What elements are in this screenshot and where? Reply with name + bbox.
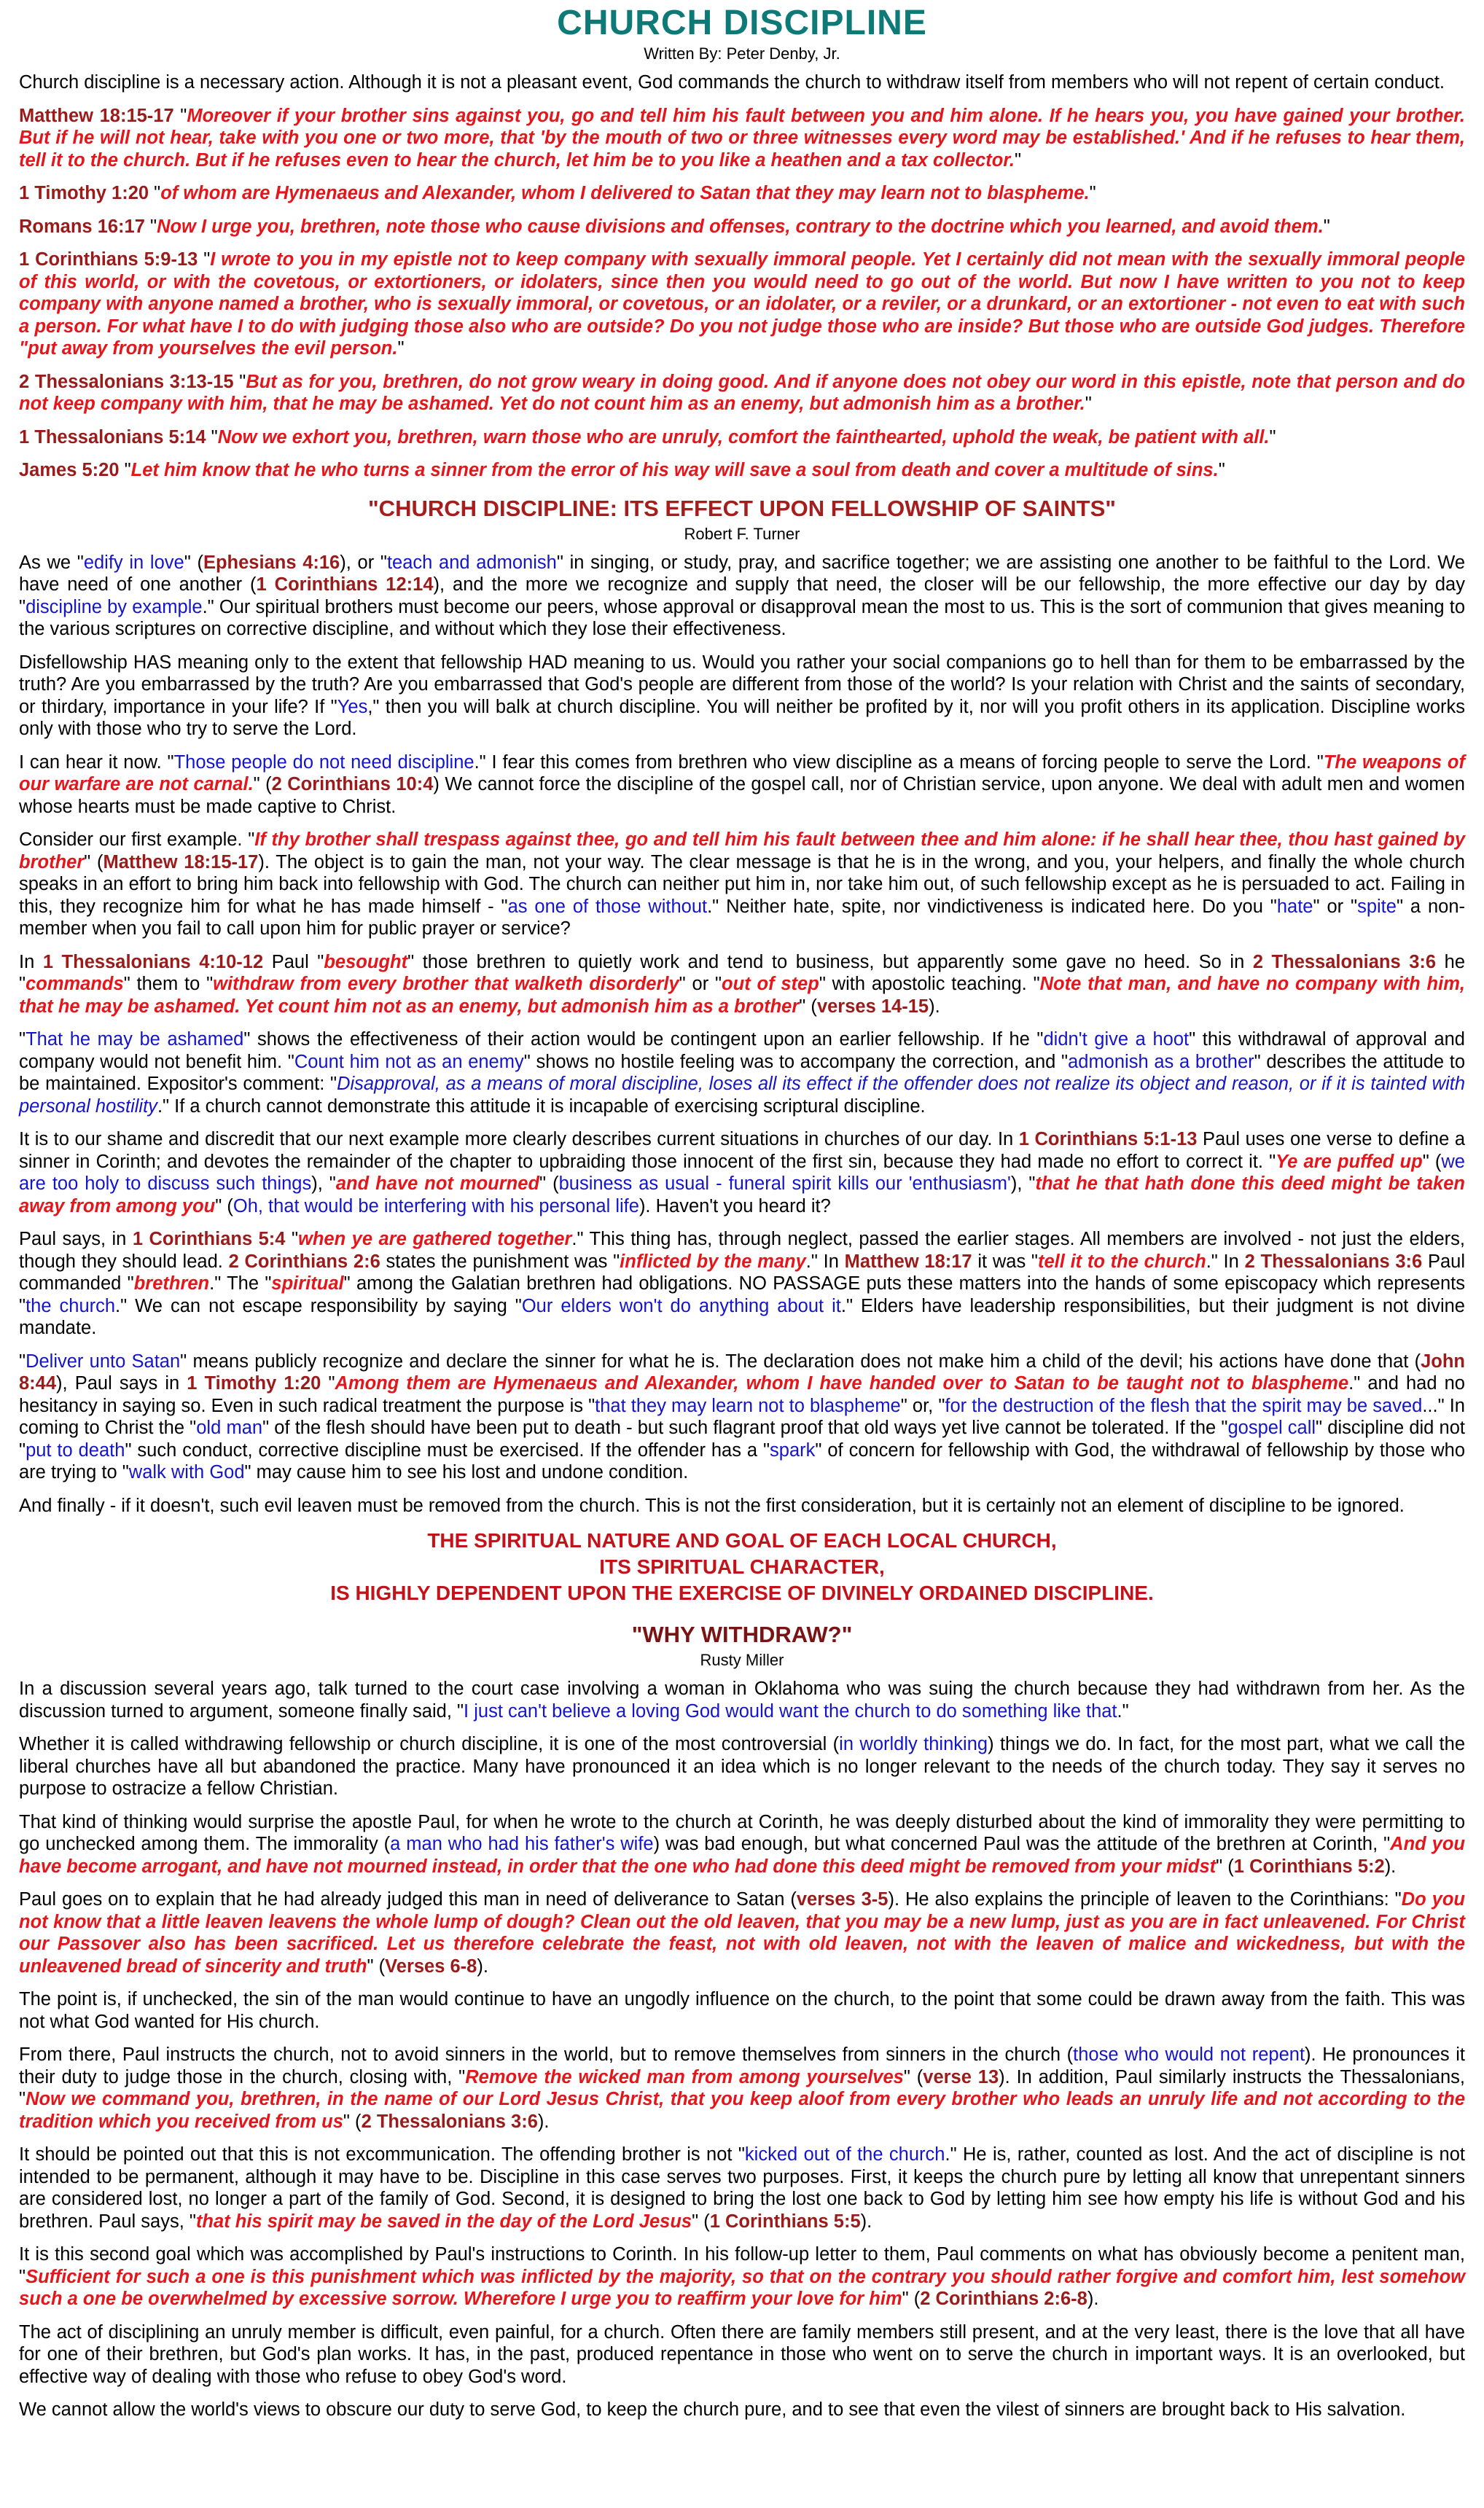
scripture-quote: Note that man, and have no company with him, that he may be ashamed. Yet count him not as an enemy, but admonish him as a brother (19, 974, 1465, 1017)
text-run: " a non-member when you fail to call upon him for public prayer or service? (19, 896, 1465, 939)
blue-phrase: a man who had his father's wife (390, 1834, 654, 1854)
text-run: " shows no hostile feeling was to accompany the correction, and " (523, 1051, 1069, 1072)
verse-text: Now I urge you, brethren, note those who cause divisions and offenses, contrary to the doctrine which you learned, and avoid them. (157, 216, 1324, 237)
text-run: ), or " (340, 552, 387, 573)
text-run: " of concern for fellowship with God, the withdrawal of fellowship by those who are trying to " (19, 1439, 1466, 1482)
section-author: Rusty Miller (700, 1651, 784, 1669)
text-run: ) We cannot force the discipline of the gospel call, nor of Christian service, upon anyone. We deal with adult men and women whose hearts must be made captive to Christ. (19, 774, 1465, 817)
blue-phrase: those who would not repent (1073, 2044, 1305, 2065)
article-paragraph (19, 1028, 1465, 1117)
blue-phrase: put to death (26, 1439, 125, 1461)
text-run: " or, " (900, 1395, 945, 1416)
scripture-quote: Among them are Hymenaeus and Alexander, whom I have handed over to Satan to be taught not to blaspheme (335, 1373, 1349, 1394)
text-run: In a discussion several years ago, talk turned to the court case involving a woman in Oklahoma who was suing the church because they had withdrawn from her. As the discussion turned to argument, someone finally said, " (19, 1679, 1465, 1722)
text-run: ." Neither hate, spite, nor vindictiveness is indicated here. Do you " (707, 896, 1277, 917)
blue-phrase: business as usual - funeral spirit kills our 'enthusiasm' (558, 1173, 1011, 1194)
text-run: it was " (972, 1251, 1038, 1272)
text-run: In (19, 951, 43, 972)
blue-phrase: walk with God (128, 1462, 245, 1482)
blue-phrase: I just can't believe a loving God would want the church to do something like that (464, 1700, 1117, 1722)
text-run: " may cause him to see his lost and undone condition. (244, 1462, 689, 1482)
text-run: ), and the more we recognize and supply that need, the closer will be our fellowship, the more effective our day by day " (19, 574, 1465, 617)
verse-text: of whom are Hymenaeus and Alexander, whom I delivered to Satan that they may learn not to blaspheme. (160, 183, 1090, 203)
blue-phrase: spite (1357, 896, 1397, 917)
verse-text: Let him know that he who turns a sinner from the error of his way will save a soul from death and cover a multitude of sins. (130, 460, 1219, 480)
blue-italic-phrase: Disapproval, as a means of moral discipline, loses all its effect if the offender does not realize its object and reason, or if it is tainted with personal hostility (19, 1074, 1465, 1117)
scripture-quote: tell it to the church (1037, 1251, 1206, 1272)
scripture-ref: 2 Thessalonians 3:6 (1252, 951, 1437, 972)
text-run: " them to " (123, 974, 214, 994)
text-run: " ( (1422, 1151, 1442, 1172)
text-run: ." In (1206, 1251, 1245, 1272)
scripture-ref: 1 Corinthians 5:5 (709, 2211, 861, 2232)
scripture-quote: brethren (133, 1273, 210, 1294)
text-run: ). In addition, Paul similarly instructs the Thessalonians, " (19, 2066, 1465, 2109)
text-run: " with apostolic teaching. " (819, 974, 1040, 994)
blue-phrase: as one of those without (507, 896, 708, 917)
article-paragraph: The point is, if unchecked, the sin of the man would continue to have an ungodly influence on the church, to the point that some could be drawn away from the faith. This was not what God wanted for His church. (19, 1989, 1465, 2032)
blue-phrase: we are too holy to discuss such things (19, 1151, 1465, 1194)
blue-phrase: the church (26, 1295, 116, 1316)
blue-phrase: Those people do not need discipline (173, 751, 475, 773)
verse-ref: 2 Thessalonians 3:13-15 (19, 371, 234, 392)
text-run: I can hear it now. " (19, 751, 174, 773)
scripture-ref: 1 Thessalonians 4:10-12 (42, 951, 264, 972)
scripture-ref: 2 Corinthians 2:6-8 (920, 2289, 1087, 2309)
text-run: " ( (184, 552, 203, 573)
text-run: " ( (215, 1195, 233, 1216)
scripture-quote: that he that hath done this deed might be taken away from among you (19, 1173, 1465, 1216)
text-run: ) was bad enough, but what concerned Paul was the attitude of the brethren at Corinth, " (653, 1834, 1391, 1854)
verse-paragraph: 1 Timothy 1:20 "of whom are Hymenaeus and Alexander, whom I delivered to Satan that they may learn not to blaspheme." (19, 183, 1096, 203)
article-paragraph (19, 652, 1465, 741)
text-run: Paul " (263, 951, 324, 972)
scripture-quote: And you have become arrogant, and have not mourned instead, in order that the one who had done this deed might be removed from your midst (19, 1834, 1466, 1877)
text-run: " such conduct, corrective discipline must be exercised. If the offender has a " (125, 1439, 770, 1461)
scripture-quote: when ye are gathered together (298, 1229, 572, 1249)
text-run: ." If a church cannot demonstrate this attitude it is incapable of exercising scriptural discipline. (157, 1095, 926, 1117)
text-run: " (19, 1351, 26, 1372)
text-run: That kind of thinking would surprise the apostle Paul, for when he wrote to the church at Corinth, he was deeply disturbed about the kind of immorality they were permitting to go unchecked among them. The immorality ( (19, 1811, 1465, 1854)
scripture-quote: Ye are puffed up (1276, 1151, 1423, 1172)
text-run: ), " (1010, 1173, 1036, 1194)
text-run: ). (860, 2211, 872, 2232)
blue-phrase: That he may be ashamed (26, 1029, 244, 1050)
scripture-quote: besought (324, 951, 408, 972)
text-run: " ( (367, 1956, 386, 1977)
scripture-ref: 2 Corinthians 10:4 (271, 774, 434, 794)
article-paragraph: The act of disciplining an unruly member is difficult, even painful, for a church. Often there are family members still present, and at the very least, there is the love that all have for one of their brethren, but God's plan works. It has, in the past, produced repentance in those who went on to serve the church in important ways. It is an overlooked, but effective way of dealing with those who refuse to obey God's word. (19, 2321, 1465, 2387)
text-run: ." Elders have leadership responsibilities, but their judgment is not divine mandate. (19, 1295, 1465, 1338)
scripture-quote: that his spirit may be saved in the day of the Lord Jesus (195, 2211, 692, 2232)
verse-paragraph: 1 Corinthians 5:9-13 "I wrote to you in my epistle not to keep company with sexually immoral people. Yet I certainly did not mean with the sexually immoral people of this world, or with the covetous, or extortioners, or idolaters, since then you would need to go out of the world. But now I have written to you not to keep company with anyone named a brother, who is sexually immoral, or covetous, or an idolater, or a reviler, or a drunkard, or an extortioner - not even to eat with such a person. For what have I to do with judging those also who are outside? Do you not judge those who are inside? But those who are outside God judges. Therefore "put away from yourselves the evil person." (19, 249, 1465, 359)
blue-phrase: gospel call (1227, 1418, 1316, 1438)
text-run: " among the Galatian brethren had obligations. NO PASSAGE puts these matters into the hands of some episcopacy which represents " (19, 1273, 1466, 1316)
text-run: Paul goes on to explain that he had already judged this man in need of deliverance to Satan ( (19, 1889, 797, 1910)
blue-phrase: that they may learn not to blaspheme (595, 1395, 901, 1416)
verse-text: Now we exhort you, brethren, warn those who are unruly, comfort the fainthearted, uphold the weak, be patient with all. (217, 426, 1270, 448)
verse-text: I wrote to you in my epistle not to keep company with sexually immoral people. Yet I certainly did not mean with the sexually immoral people of this world, or with the covetous, or extortioners, or idolaters, since then you would need to go out of the world. But now I have written to you not to keep company with anyone named a brother, who is sexually immoral, or covetous, or an idolater, or a reviler, or a drunkard, or an extortioner - not even to eat with such a person. For what have I to do with judging those also who are outside? Do you not judge those who are inside? But those who are outside God judges. Therefore "put away from yourselves the evil person. (19, 249, 1465, 359)
callout-line: IS HIGHLY DEPENDENT UPON THE EXERCISE OF DIVINELY ORDAINED DISCIPLINE. (330, 1582, 1154, 1604)
text-run: ). Haven't you heard it? (638, 1195, 831, 1216)
article-paragraph (19, 1351, 1465, 1484)
text-run: It is to our shame and discredit that our next example more clearly describes current situations in churches of our day. In (19, 1129, 1019, 1149)
verse-paragraph: Matthew 18:15-17 "Moreover if your brother sins against you, go and tell him his fault between you and him alone. If he hears you, you have gained your brother. But if he will not hear, take with you one or two more, that 'by the mouth of two or three witnesses every word may be established.' And if he refuses to hear them, tell it to the church. But if he refuses even to hear the church, let him be to you like a heathen and a tax collector." (19, 105, 1465, 171)
text-run: ), " (311, 1173, 336, 1194)
text-run: It should be pointed out that this is not excommunication. The offending brother is not " (19, 2144, 745, 2165)
verse-ref: 1 Timothy 1:20 (19, 183, 149, 203)
text-run: " (321, 1373, 335, 1394)
scripture-ref: 2 Corinthians 2:6 (228, 1251, 380, 1272)
blue-phrase: hate (1276, 896, 1313, 917)
blue-phrase: Count him not as an enemy (294, 1051, 524, 1072)
article-paragraph (19, 2044, 1465, 2133)
callout-statement (19, 1528, 1465, 1606)
text-run: he " (19, 951, 1466, 994)
text-run: " or " (679, 974, 722, 994)
text-run: ). The object is to gain the man, not your way. The clear message is that he is in the wrong, and you, your helpers, and finally the whole church speaks in an effort to bring him back into fellowship with God. The church can neither put him in, nor take him out, of such fellowship except as he is persuaded to act. Failing in this, they recognize him for what he has made himself - " (19, 851, 1465, 917)
article-paragraph (19, 829, 1465, 940)
byline: Written By: Peter Denby, Jr. (644, 44, 840, 63)
verse-text: Moreover if your brother sins against you, go and tell him his fault between you and him alone. If he hears you, you have gained your brother. But if he will not hear, take with you one or two more, that 'by the mouth of two or three witnesses every word may be established.' And if he refuses to hear them, tell it to the church. But if he refuses even to hear the church, let him be to you like a heathen and a tax collector. (19, 105, 1465, 171)
scripture-quote: Now we command you, brethren, in the name of our Lord Jesus Christ, that you keep aloof from every brother who leads an unruly life and not according to the tradition which you received from us (19, 2089, 1465, 2132)
blue-phrase: old man (196, 1418, 263, 1438)
blue-phrase: didn't give a hoot (1043, 1029, 1190, 1050)
text-run: ) things we do. In fact, for the most part, what we call the liberal churches have all but abandoned the practice. Many have pronounced it an idea which is no longer relevant to the needs of the church today. They say it serves no purpose to ostracize a fellow Christian. (19, 1734, 1465, 1799)
section-title: "CHURCH DISCIPLINE: ITS EFFECT UPON FELLOWSHIP OF SAINTS" (367, 495, 1116, 521)
scripture-ref: Ephesians 4:16 (203, 552, 340, 573)
text-run: ). (537, 2111, 550, 2132)
blue-phrase: for the destruction of the flesh that the spirit may be saved (945, 1395, 1423, 1416)
text-run: Paul says, in (19, 1229, 133, 1249)
blue-phrase: edify in love (83, 552, 184, 573)
verse-ref: Matthew 18:15-17 (19, 105, 174, 126)
text-run: It is this second goal which was accomplished by Paul's instructions to Corinth. In his follow-up letter to them, Paul comments on what has obviously become a penitent man, " (19, 2244, 1465, 2287)
article-paragraph (19, 1228, 1465, 1340)
text-run: " of the flesh should have been put to death - but such flagrant proof that old ways yet live cannot be tolerated. If the " (262, 1418, 1228, 1438)
page-title: CHURCH DISCIPLINE (557, 4, 927, 42)
text-run: " discipline did not " (19, 1418, 1465, 1461)
text-run: " means publicly recognize and declare the sinner for what he is. The declaration does not make him a child of the devil; his actions have done that ( (180, 1351, 1421, 1372)
scripture-quote: withdraw from every brother that walketh disorderly (213, 974, 679, 994)
verse-text: But as for you, brethren, do not grow weary in doing good. And if anyone does not obey our word in this epistle, note that person and do not keep company with him, that he may be ashamed. Yet do not count him as an enemy, but admonish him as a brother. (19, 371, 1466, 414)
blue-phrase: teach and admonish (386, 552, 557, 573)
scripture-quote: Do you not know that a little leaven leavens the whole lump of dough? Clean out the old leaven, that you may be a new lump, just as you are in fact unleavened. For Christ our Passover also has been sacrificed. Let us therefore celebrate the feast, not with old leaven, not with the leaven of malice and wickedness, but with the unleavened bread of sincerity and truth (19, 1889, 1465, 1977)
verse-ref: Romans 16:17 (19, 216, 145, 237)
intro-paragraph: Church discipline is a necessary action. Although it is not a pleasant event, God commands the church to withdraw itself from members who will not repent of certain conduct. (19, 72, 1445, 93)
text-run: " ( (903, 2066, 923, 2087)
callout-line: ITS SPIRITUAL CHARACTER, (599, 1555, 885, 1578)
text-run: " those brethren to quietly work and tend to business, but apparently some gave no heed. So in (407, 951, 1253, 972)
scripture-ref: verses 14-15 (816, 996, 929, 1017)
scripture-quote: out of step (722, 974, 819, 994)
text-run: Consider our first example. " (19, 829, 255, 850)
scripture-ref: 2 Thessalonians 3:6 (361, 2111, 538, 2132)
verse-ref: 1 Thessalonians 5:14 (19, 426, 206, 448)
text-run: " or " (1313, 896, 1358, 917)
scripture-ref: 1 Corinthians 5:1-13 (1018, 1129, 1198, 1149)
text-run: Paul uses one verse to define a sinner in Corinth; and devotes the remainder of the chapter to upbraiding those innocent of the first sin, because they had made no effort to correct it. " (19, 1129, 1465, 1172)
text-run: ). He pronounces it their duty to judge those in the church, closing with, " (19, 2044, 1466, 2087)
text-run: ). He also explains the principle of leaven to the Corinthians: " (888, 1889, 1402, 1910)
article-paragraph (19, 2243, 1465, 2310)
scripture-quote: If thy brother shall trespass against thee, go and tell him his fault between thee and him alone: if he shall hear thee, thou hast gained by brother (19, 829, 1465, 872)
blue-phrase: discipline by example (26, 596, 203, 617)
text-run: " ( (902, 2289, 921, 2309)
text-run: ). (1087, 2289, 1099, 2309)
blue-phrase: Our elders won't do anything about it (521, 1295, 841, 1316)
scripture-quote: spiritual (271, 1273, 344, 1294)
text-run: " ( (253, 774, 272, 794)
text-run: ," then you will balk at church discipline. You will neither be profited by it, nor will you profit others in its application. Discipline works only with those who try to serve the Lord. (19, 696, 1465, 739)
verse-paragraph: 2 Thessalonians 3:13-15 "But as for you, brethren, do not grow weary in doing good. And if anyone does not obey our word in this epistle, note that person and do not keep company with him, that he may be ashamed. Yet do not count him as an enemy, but admonish him as a brother." (19, 371, 1466, 414)
text-run: states the punishment was " (380, 1251, 620, 1272)
blue-phrase: kicked out of the church (744, 2144, 945, 2165)
article-paragraph (19, 1888, 1465, 1977)
text-run: ). (929, 996, 940, 1017)
blue-phrase: admonish as a brother (1068, 1051, 1254, 1072)
text-run: " shows the effectiveness of their action would be contingent upon an earlier fellowship. If he " (243, 1029, 1044, 1050)
scripture-quote: commands (26, 974, 124, 994)
text-run: ." We can not escape responsibility by saying " (115, 1295, 522, 1316)
blue-phrase: Deliver unto Satan (26, 1351, 181, 1372)
article-paragraph (19, 1678, 1465, 1722)
verse-ref: James 5:20 (19, 460, 120, 480)
article-paragraph (19, 2144, 1465, 2232)
text-run: ." In (805, 1251, 845, 1272)
scripture-ref: verse 13 (923, 2066, 999, 2087)
scripture-quote: inflicted by the many (620, 1251, 806, 1272)
text-run: ." (1117, 1700, 1129, 1722)
text-run: ..." In coming to Christ the " (19, 1395, 1465, 1438)
text-run: " describes the attitude to be maintained. Expositor's comment: " (19, 1051, 1465, 1094)
text-run: " ( (343, 2111, 362, 2132)
scripture-ref: Matthew 18:15-17 (103, 851, 259, 872)
scripture-ref: 2 Thessalonians 3:6 (1244, 1251, 1423, 1272)
text-run: ). (1384, 1856, 1397, 1877)
article-paragraph (19, 951, 1465, 1018)
scripture-ref: Verses 6-8 (385, 1956, 477, 1977)
text-run: From there, Paul instructs the church, not to avoid sinners in the world, but to remove themselves from sinners in the church ( (19, 2044, 1074, 2065)
text-run: " ( (539, 1173, 559, 1194)
scripture-quote: and have not mourned (335, 1173, 540, 1194)
scripture-quote: Sufficient for such a one is this punishment which was inflicted by the majority, so that on the contrary you should rather forgive and comfort him, lest somehow such a one be overwhelmed by excessive sorrow. Wherefore I urge you to reaffirm your love for him (19, 2266, 1465, 2309)
verse-paragraph: James 5:20 "Let him know that he who turns a sinner from the error of his way will save a soul from death and cover a multitude of sins." (19, 460, 1225, 480)
article-paragraph (19, 1128, 1465, 1217)
text-run: ." He is, rather, counted as lost. And the act of discipline is not intended to be permanent, although it may have to be. Discipline in this case serves two purposes. First, it keeps the church pure by letting all know that unrepentant sinners are considered lost, no longer a part of the family of God. Second, it is designed to bring the lost one back to God by letting him see how empty his life is without God and his brethren. Paul says, " (19, 2144, 1466, 2232)
text-run: ." This thing has, through neglect, passed the earlier stages. All members are involved - not just the elders, though they should lead. (19, 1229, 1465, 1272)
blue-phrase: in worldly thinking (839, 1734, 988, 1754)
blue-phrase: Yes (337, 696, 368, 717)
text-run: " ( (799, 996, 817, 1017)
text-run: Whether it is called withdrawing fellowship or church discipline, it is one of the most controversial ( (19, 1734, 840, 1754)
text-run: ." The " (209, 1273, 272, 1294)
verse-ref: 1 Corinthians 5:9-13 (19, 249, 198, 270)
text-run: ." and had no hesitancy in saying so. Even in such radical treatment the purpose is " (19, 1373, 1465, 1416)
scripture-ref: verses 3-5 (796, 1889, 889, 1910)
text-run: As we " (19, 552, 84, 573)
verse-paragraph: Romans 16:17 "Now I urge you, brethren, note those who cause divisions and offenses, contrary to the doctrine which you learned, and avoid them." (19, 216, 1330, 237)
article-paragraph (19, 751, 1465, 819)
section-title: "WHY WITHDRAW?" (631, 1622, 853, 1647)
text-run: " (19, 1029, 26, 1050)
text-run: " in singing, or study, pray, and sacrifice together; we are assisting one another to be faithful to the Lord. We have need of one another ( (19, 552, 1465, 595)
scripture-ref: 1 Timothy 1:20 (187, 1373, 321, 1394)
section-author: Robert F. Turner (684, 524, 800, 543)
article-paragraph: And finally - if it doesn't, such evil leaven must be removed from the church. This is not the first consideration, but it is certainly not an element of discipline to be ignored. (19, 1495, 1405, 1516)
scripture-ref: John 8:44 (19, 1351, 1465, 1394)
text-run: " ( (84, 851, 104, 872)
scripture-quote: Remove the wicked man from among yourselves (465, 2066, 904, 2087)
text-run: " (285, 1229, 298, 1249)
blue-phrase: Oh, that would be interfering with his personal life (233, 1195, 639, 1216)
text-run: ), Paul says in (56, 1373, 187, 1394)
article-paragraph (19, 1733, 1465, 1800)
text-run: ." Our spiritual brothers must become our peers, whose approval or disapproval mean the most to us. This is the sort of communion that gives meaning to the various scriptures on corrective discipline, and without which they lose their effectiveness. (19, 596, 1465, 639)
callout-line: THE SPIRITUAL NATURE AND GOAL OF EACH LOCAL CHURCH, (427, 1529, 1057, 1552)
text-run: Disfellowship HAS meaning only to the extent that fellowship HAD meaning to us. Would you rather your social companions go to hell than for them to be embarrassed by the truth? Are you embarrassed by the truth? Are you embarrassed that God's people are different from those of the world? Is your relation with Christ and the saints of secondary, or thirdary, importance in your life? If " (19, 652, 1465, 717)
text-run: Paul commanded " (19, 1251, 1466, 1294)
scripture-ref: 1 Corinthians 12:14 (256, 574, 434, 595)
article-paragraph: We cannot allow the world's views to obscure our duty to serve God, to keep the church pure, and to see that even the vilest of sinners are brought back to His salvation. (19, 2399, 1406, 2420)
scripture-ref: 1 Corinthians 5:4 (132, 1229, 286, 1249)
text-run: " ( (1216, 1856, 1234, 1877)
text-run: " ( (692, 2211, 710, 2232)
scripture-ref: Matthew 18:17 (844, 1251, 972, 1272)
article-paragraph (19, 1811, 1465, 1878)
text-run: " this withdrawal of approval and company would not benefit him. " (19, 1029, 1465, 1072)
text-run: ." I fear this comes from brethren who view discipline as a means of forcing people to serve the Lord. " (474, 751, 1324, 773)
scripture-ref: 1 Corinthians 5:2 (1233, 1856, 1385, 1877)
verse-paragraph: 1 Thessalonians 5:14 "Now we exhort you, brethren, warn those who are unruly, comfort the fainthearted, uphold the weak, be patient with all." (19, 426, 1276, 448)
blue-phrase: spark (770, 1439, 816, 1461)
article-paragraph (19, 552, 1465, 641)
scripture-quote: The weapons of our warfare are not carnal. (19, 751, 1465, 794)
text-run: ). (477, 1956, 488, 1977)
